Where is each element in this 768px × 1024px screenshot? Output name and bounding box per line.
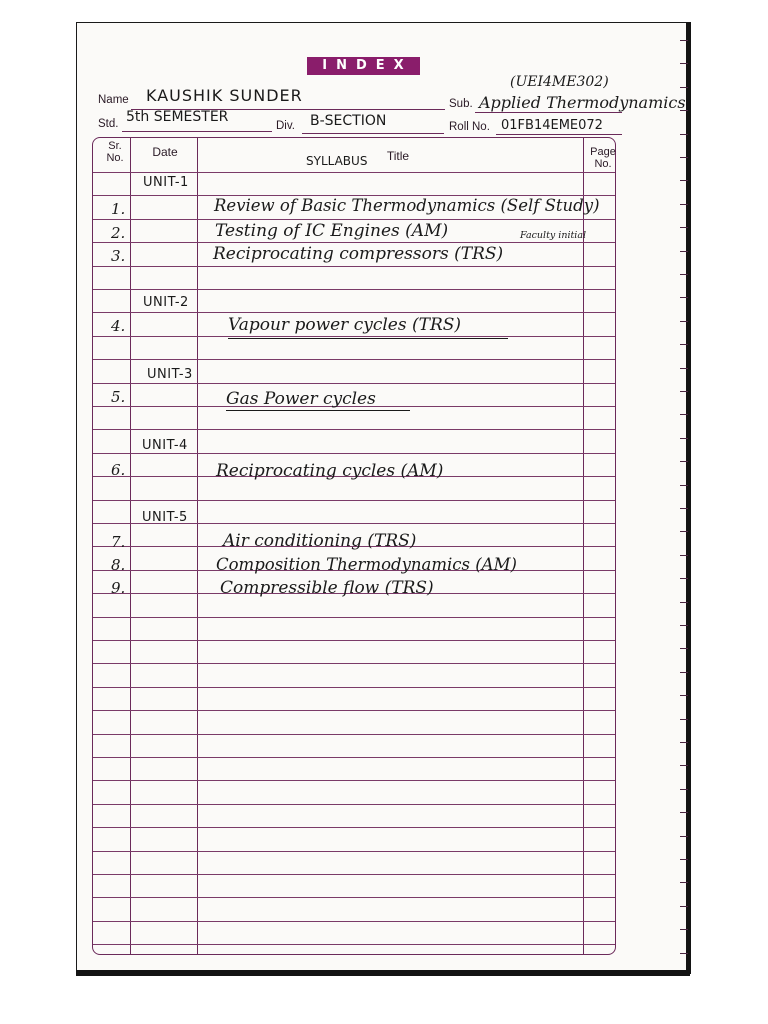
margin-tick: [680, 625, 688, 626]
margin-tick: [680, 906, 688, 907]
div-underline: [302, 133, 444, 134]
roll-label: Roll No.: [449, 121, 490, 133]
table-rule: [93, 242, 615, 243]
header-sr: [100, 140, 130, 164]
table-rule: [93, 266, 615, 267]
div-value: B-SECTION: [310, 113, 387, 129]
margin-tick: [680, 157, 688, 158]
margin-tick: [680, 742, 688, 743]
margin-tick: [680, 297, 688, 298]
margin-tick: [680, 859, 688, 860]
margin-tick: [680, 765, 688, 766]
margin-tick: [680, 461, 688, 462]
table-rule: [93, 921, 615, 922]
margin-tick: [680, 672, 688, 673]
margin-tick: [680, 87, 688, 88]
page-edge-right: [686, 22, 691, 974]
course-code: (UEI4ME302): [510, 74, 609, 90]
entry-num-4: 4.: [111, 317, 126, 335]
unit-label-1: UNIT-1: [143, 175, 189, 190]
header-page: [584, 146, 622, 170]
entry-num-1: 1.: [111, 200, 126, 218]
entry-topic-1: Review of Basic Thermodynamics (Self Study): [214, 196, 600, 215]
margin-tick: [680, 531, 688, 532]
entry-topic-3: Reciprocating compressors (TRS): [213, 244, 504, 264]
table-rule: [93, 874, 615, 875]
margin-tick: [680, 555, 688, 556]
margin-tick: [680, 321, 688, 322]
std-label: Std.: [98, 118, 119, 130]
margin-tick: [680, 227, 688, 228]
margin-tick: [680, 695, 688, 696]
header-syllabus: SYLLABUS: [306, 154, 368, 168]
margin-tick: [680, 274, 688, 275]
margin-tick: [680, 836, 688, 837]
entry-num-3: 3.: [111, 247, 126, 265]
margin-tick: [680, 391, 688, 392]
margin-tick: [680, 648, 688, 649]
sub-value: Applied Thermodynamics: [479, 93, 686, 112]
margin-tick: [680, 134, 688, 135]
table-rule: [93, 780, 615, 781]
margin-tick: [680, 368, 688, 369]
sub-label: Sub.: [449, 98, 473, 110]
margin-tick: [680, 929, 688, 930]
table-rule: [93, 710, 615, 711]
name-label: Name: [98, 94, 129, 106]
faculty-initial-note: Faculty initial: [520, 230, 587, 241]
margin-tick: [680, 438, 688, 439]
div-label: Div.: [276, 120, 295, 132]
table-rule: [93, 757, 615, 758]
margin-tick: [680, 789, 688, 790]
table-rule: [93, 429, 615, 430]
entry-num-8: 8.: [111, 556, 126, 574]
table-rule: [93, 383, 615, 384]
entry-underline-4: [228, 338, 508, 339]
entry-num-6: 6.: [111, 461, 126, 479]
unit-label-4: UNIT-4: [142, 438, 188, 453]
entry-topic-4: Vapour power cycles (TRS): [228, 315, 462, 335]
table-rule: [93, 897, 615, 898]
sub-underline: [475, 112, 622, 113]
margin-tick: [680, 578, 688, 579]
name-value: KAUSHIK SUNDER: [146, 86, 303, 105]
unit-label-5: UNIT-5: [142, 510, 188, 525]
entry-topic-7: Air conditioning (TRS): [223, 531, 417, 551]
table-rule: [93, 734, 615, 735]
header-title: Title: [386, 149, 410, 163]
table-rule: [93, 172, 615, 173]
table-rule: [93, 827, 615, 828]
std-underline: [122, 131, 272, 132]
entry-topic-8: Composition Thermodynamics (AM): [216, 555, 517, 574]
margin-tick: [680, 344, 688, 345]
entry-topic-6: Reciprocating cycles (AM): [216, 461, 444, 481]
entry-num-7: 7.: [111, 533, 126, 551]
std-value: 5th SEMESTER: [126, 109, 229, 125]
entry-underline-5: [226, 410, 410, 411]
table-rule: [93, 944, 615, 945]
margin-tick: [680, 882, 688, 883]
table-rule: [93, 663, 615, 664]
table-rule: [93, 640, 615, 641]
margin-tick: [680, 953, 688, 954]
table-rule: [93, 453, 615, 454]
margin-tick: [680, 719, 688, 720]
table-rule: [93, 851, 615, 852]
table-rule: [93, 804, 615, 805]
margin-tick: [680, 251, 688, 252]
table-rule: [93, 336, 615, 337]
page-edge-bottom: [76, 970, 690, 976]
header-page-line2: No.: [594, 158, 612, 170]
entry-num-5: 5.: [111, 388, 126, 406]
table-rule: [93, 219, 615, 220]
entry-topic-2: Testing of IC Engines (AM): [215, 221, 449, 241]
margin-tick: [680, 63, 688, 64]
header-sr-line2: No.: [106, 152, 124, 164]
table-rule: [93, 500, 615, 501]
unit-label-3: UNIT-3: [147, 367, 193, 382]
header-sr-line1: Sr.: [108, 140, 122, 152]
margin-tick: [680, 485, 688, 486]
margin-tick: [680, 602, 688, 603]
table-rule: [93, 289, 615, 290]
table-rule: [93, 687, 615, 688]
table-rule: [93, 617, 615, 618]
table-rule: [93, 312, 615, 313]
entry-topic-5: Gas Power cycles: [226, 389, 376, 409]
roll-underline: [496, 134, 622, 135]
roll-value: 01FB14EME072: [501, 118, 603, 133]
margin-tick: [680, 508, 688, 509]
index-banner: INDEX: [307, 57, 420, 75]
margin-tick: [680, 414, 688, 415]
margin-tick: [680, 40, 688, 41]
unit-label-2: UNIT-2: [143, 295, 189, 310]
entry-num-2: 2.: [111, 224, 126, 242]
header-page-line1: Page: [590, 146, 616, 158]
table-rule: [93, 359, 615, 360]
margin-tick: [680, 204, 688, 205]
entry-topic-9: Compressible flow (TRS): [220, 578, 434, 598]
margin-tick: [680, 812, 688, 813]
entry-num-9: 9.: [111, 579, 126, 597]
margin-tick: [680, 180, 688, 181]
header-date: Date: [152, 145, 178, 159]
